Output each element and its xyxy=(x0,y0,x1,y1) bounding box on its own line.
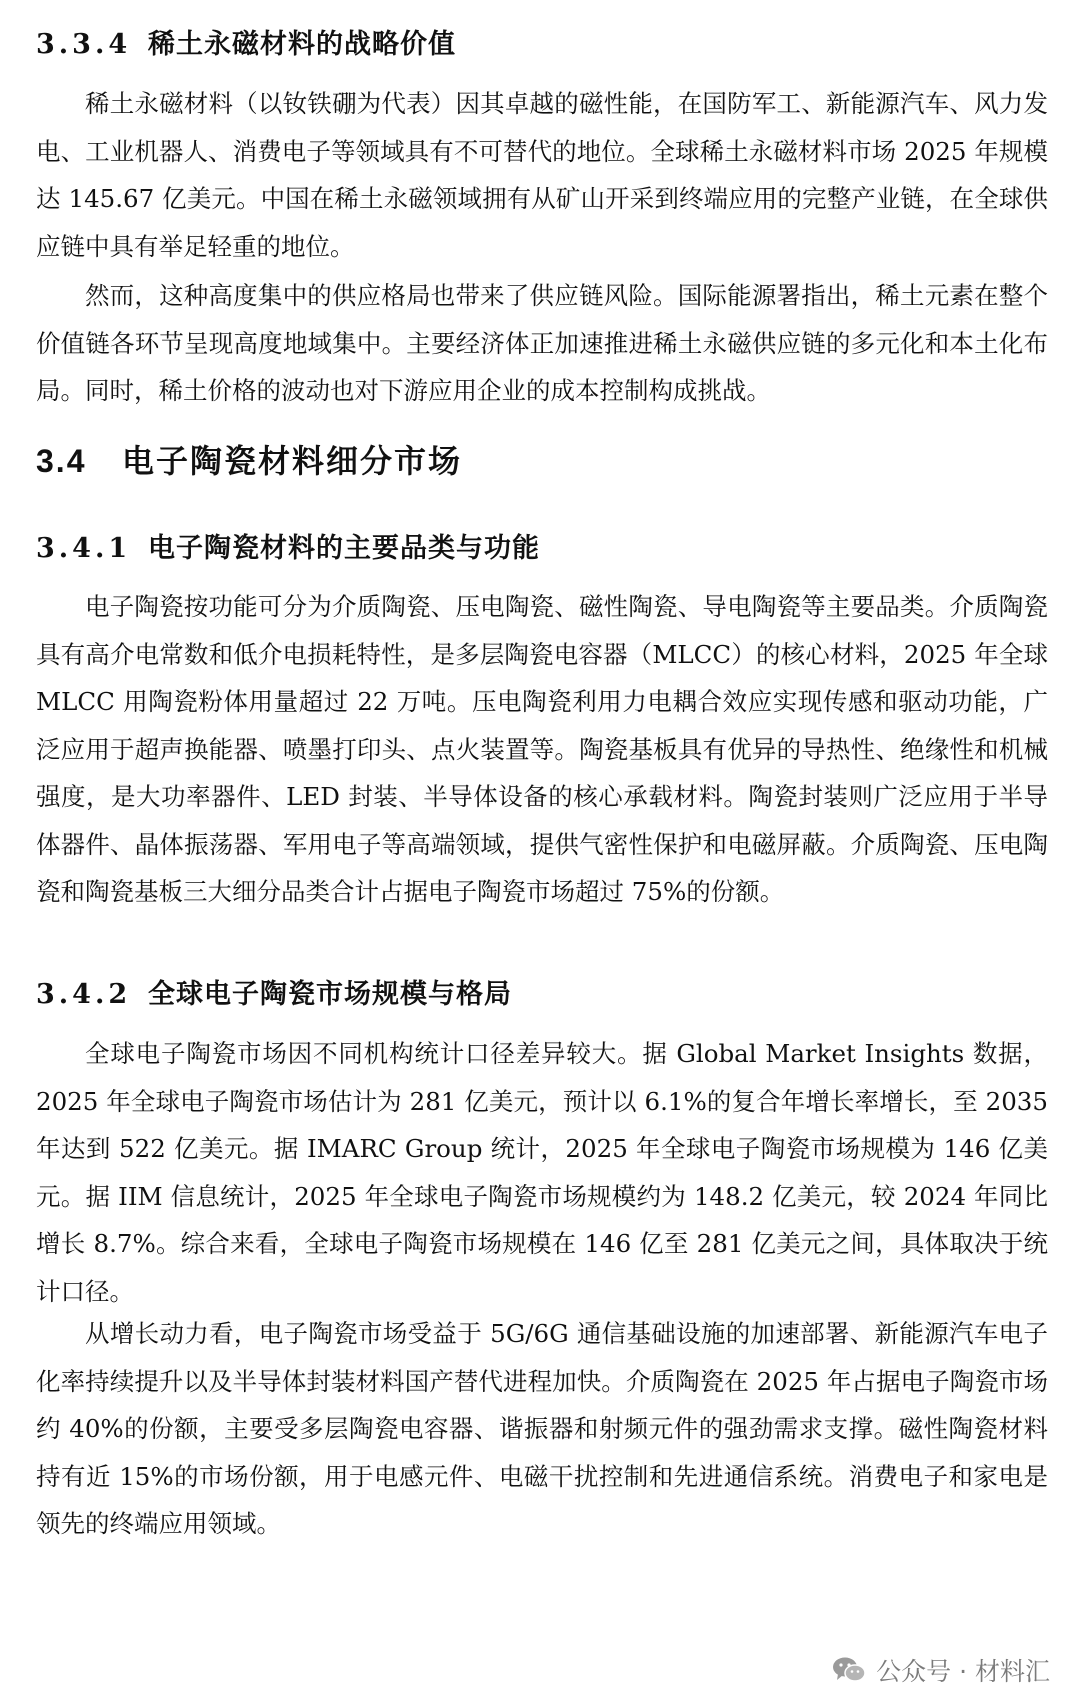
watermark-text: 公众号 · 材料汇 xyxy=(876,1657,1050,1686)
section-title: 稀土永磁材料的战略价值 xyxy=(148,29,456,60)
section-title: 电子陶瓷材料细分市场 xyxy=(122,442,463,480)
paragraph-supply-risk: 然而，这种高度集中的供应格局也带来了供应链风险。国际能源署指出，稀土元素在整个价值链各环节呈现高度地域集中。主要经济体正加速推进稀土永磁供应链的多元化和本土化布局。同时，稀土价格的波动也对下游应用企业的成本控制构成挑战。 xyxy=(36,281,1048,405)
paragraph-growth-drivers: 从增长动力看，电子陶瓷市场受益于 5G/6G 通信基础设施的加速部署、新能源汽车电子化率持续提升以及半导体封装材料国产替代进程加快。介质陶瓷在 2025 年占据电子陶瓷市场约 40%的份额，主要受多层陶瓷电容器、谐振器和射频元件的强劲需求支撑。磁性陶瓷材料持有近 15%的市场份额，用于电感元件、电磁干扰控制和先进通信系统。消费电子和家电是领先的终端应用领域。 xyxy=(36,1319,1048,1538)
section-title: 全球电子陶瓷市场规模与格局 xyxy=(148,979,512,1010)
section-heading-3-4 xyxy=(36,436,462,482)
section-title: 电子陶瓷材料的主要品类与功能 xyxy=(148,533,540,564)
watermark-footer xyxy=(832,1652,1050,1688)
paragraph-rare-earth-value: 稀土永磁材料（以钕铁硼为代表）因其卓越的磁性能，在国防军工、新能源汽车、风力发电、工业机器人、消费电子等领域具有不可替代的地位。全球稀土永磁材料市场 2025 年规模达 145.67 亿美元。中国在稀土永磁领域拥有从矿山开采到终端应用的完整产业链，在全球供应链中具有举足轻重的地位。 xyxy=(36,89,1048,261)
paragraph-ceramic-categories: 电子陶瓷按功能可分为介质陶瓷、压电陶瓷、磁性陶瓷、导电陶瓷等主要品类。介质陶瓷具有高介电常数和低介电损耗特性，是多层陶瓷电容器（MLCC）的核心材料，2025 年全球 MLCC 用陶瓷粉体用量超过 22 万吨。压电陶瓷利用力电耦合效应实现传感和驱动功能，广泛应用于超声换能器、喷墨打印头、点火装置等。陶瓷基板具有优异的导热性、绝缘性和机械强度，是大功率器件、LED 封装、半导体设备的核心承载材料。陶瓷封装则广泛应用于半导体器件、晶体振荡器、军用电子等高端领域，提供气密性保护和电磁屏蔽。介质陶瓷、压电陶瓷和陶瓷基板三大细分品类合计占据电子陶瓷市场超过 75%的份额。 xyxy=(36,592,1048,906)
section-heading-3-4-1 xyxy=(36,526,540,565)
section-heading-3-4-2 xyxy=(36,972,512,1011)
wechat-icon xyxy=(832,1656,866,1684)
section-number: 3.4.2 xyxy=(36,979,132,1010)
section-number: 3.4.1 xyxy=(36,533,132,564)
paragraph-market-size: 全球电子陶瓷市场因不同机构统计口径差异较大。据 Global Market Insights 数据，2025 年全球电子陶瓷市场估计为 281 亿美元，预计以 6.1%的复合年增长率增长，至 2035 年达到 522 亿美元。据 IMARC Group 统计，2025 年全球电子陶瓷市场规模为 146 亿美元。据 IIM 信息统计，2025 年全球电子陶瓷市场规模约为 148.2 亿美元，较 2024 年同比增长 8.7%。综合来看，全球电子陶瓷市场规模在 146 亿至 281 亿美元之间，具体取决于统计口径。 xyxy=(36,1039,1048,1306)
section-heading-3-3-4 xyxy=(36,22,456,61)
section-number: 3.3.4 xyxy=(36,29,132,60)
section-number: 3.4 xyxy=(36,443,87,479)
